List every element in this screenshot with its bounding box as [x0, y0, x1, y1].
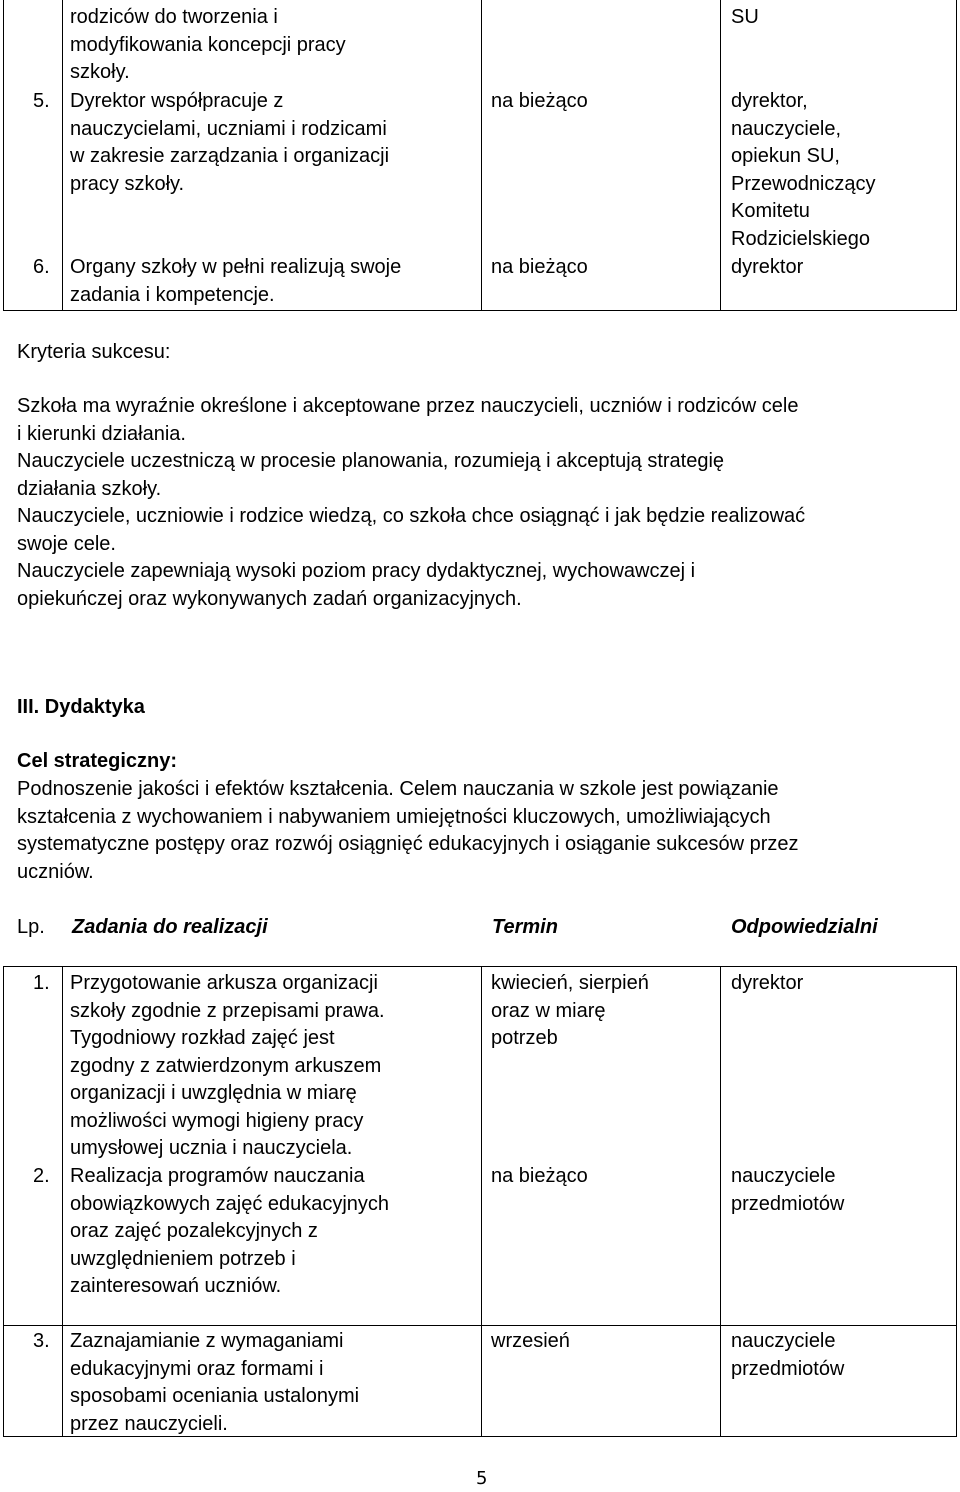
term-cell: na bieżąco — [491, 1165, 588, 1187]
row-number: 6. — [33, 256, 50, 278]
responsible-cell: dyrektor — [731, 972, 804, 994]
table-border — [720, 966, 721, 1437]
responsible-cell: dyrektor — [731, 256, 804, 278]
table-border — [481, 0, 482, 311]
table-border — [62, 0, 63, 311]
table-border — [956, 966, 957, 1437]
row-number: 2. — [33, 1165, 50, 1187]
task-cell: Organy szkoły w pełni realizują swoje zadania i kompetencje. — [70, 256, 402, 306]
responsible-cell: SU — [731, 6, 759, 28]
header-lp: Lp. — [17, 916, 45, 938]
header-responsible: Odpowiedzialni — [731, 916, 878, 938]
criteria-text: Szkoła ma wyraźnie określone i akceptowane przez nauczycieli, uczniów i rodziców cele i kierunki działania. Nauczyciele uczestniczą w procesie planowania, rozumieją i akceptują strategię działania szkoły. Nauczyciele, uczniowie i rodzice wiedzą, co szkoła chce osiągnąć i jak będzie realizować swoje cele. Nauczyciele zapewniają wysoki poziom pracy dydaktycznej, wychowawczej i opiekuńczej oraz wykonywanych zadań organizacyjnych. — [17, 395, 806, 610]
row-number: 1. — [33, 972, 50, 994]
table-border — [720, 0, 721, 311]
table-border — [62, 966, 63, 1437]
section-title: III. Dydaktyka — [17, 696, 145, 718]
goal-label: Cel strategiczny: — [17, 750, 178, 772]
task-cell: Zaznajamianie z wymaganiami edukacyjnymi oraz formami i sposobami oceniania ustalonymi przez nauczycieli. — [70, 1330, 360, 1435]
responsible-cell: nauczyciele przedmiotów — [731, 1165, 845, 1215]
criteria-heading: Kryteria sukcesu: — [17, 341, 171, 363]
goal-text: Podnoszenie jakości i efektów kształcenia. Celem nauczania w szkole jest powiązanie kształcenia z wychowaniem i nabywaniem umiejętności kluczowych, umożliwiających systematyczne postępy oraz rozwój osiągnięć edukacyjnych i osiąganie sukcesów przez uczniów. — [17, 778, 799, 883]
table-border — [481, 966, 482, 1437]
page-number: 5 — [476, 1468, 488, 1489]
task-cell: Dyrektor współpracuje z nauczycielami, uczniami i rodzicami w zakresie zarządzania i organizacji pracy szkoły. — [70, 90, 390, 195]
task-cell: Realizacja programów nauczania obowiązkowych zajęć edukacyjnych oraz zajęć pozalekcyjnych z uwzględnieniem potrzeb i zainteresowań uczniów. — [70, 1165, 390, 1297]
header-task: Zadania do realizacji — [72, 916, 268, 938]
table-border — [3, 966, 957, 967]
term-cell: wrzesień — [491, 1330, 570, 1352]
responsible-cell: nauczyciele przedmiotów — [731, 1330, 845, 1380]
term-cell: na bieżąco — [491, 256, 588, 278]
table-row: rodziców do tworzenia i modyfikowania koncepcji pracy szkoły. — [70, 6, 346, 83]
table-border — [956, 0, 957, 311]
header-term: Termin — [492, 916, 558, 938]
task-cell: Przygotowanie arkusza organizacji szkoły zgodnie z przepisami prawa. Tygodniowy rozkład zajęć jest zgodny z zatwierdzonym arkuszem organizacji i uwzględnia w miarę możliwości wymogi higieny pracy umysłowej ucznia i nauczyciela. — [70, 972, 385, 1159]
table-border — [3, 1325, 957, 1326]
term-cell: kwiecień, sierpień oraz w miarę potrzeb — [491, 972, 649, 1049]
table-border — [3, 310, 957, 311]
term-cell: na bieżąco — [491, 90, 588, 112]
row-number: 3. — [33, 1330, 50, 1352]
responsible-cell: dyrektor, nauczyciele, opiekun SU, Przewodniczący Komitetu Rodzicielskiego — [731, 90, 876, 250]
row-number: 5. — [33, 90, 50, 112]
table-border — [3, 0, 4, 311]
table-border — [3, 966, 4, 1437]
